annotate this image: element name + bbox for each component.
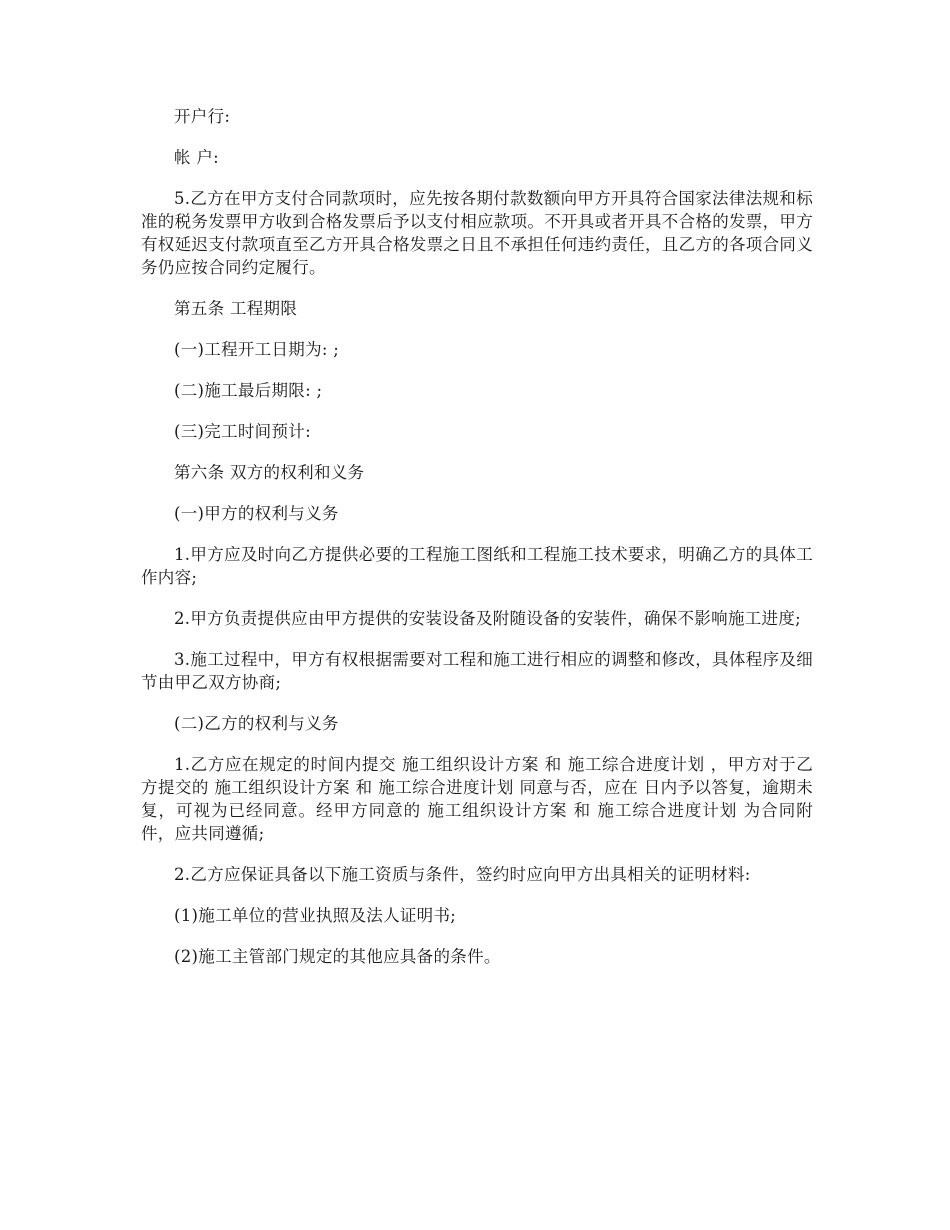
invoice-clause: 5.乙方在甲方支付合同款项时，应先按各期付款数额向甲方开具符合国家法律法规和标准的税务发票甲方收到合格发票后予以支付相应款项。不开具或者开具不合格的发票，甲方有权延迟支付款项直至乙方开具合格发票之日且不承担任何违约责任，且乙方的各项合同义务仍应按合同约定履行。 [141,189,813,277]
completion-line: (三)完工时间预计: [174,422,311,441]
party-a-item-3: 3.施工过程中，甲方有权根据需要对工程和施工进行相应的调整和修改，具体程序及细节由甲乙双方协商; [141,650,813,692]
party-a-item-1: 1.甲方应及时向乙方提供必要的工程施工图纸和工程施工技术要求，明确乙方的具体工作内容; [141,545,813,587]
qualification-2: (2)施工主管部门规定的其他应具备的条件。 [174,947,501,966]
party-a-heading: (一)甲方的权利与义务 [174,504,339,523]
account-line: 帐 户: [174,148,220,167]
party-b-heading: (二)乙方的权利与义务 [174,714,339,733]
party-a-item-2: 2.甲方负责提供应由甲方提供的安装设备及附随设备的安装件，确保不影响施工进度; [174,609,802,628]
bank-name-line: 开户行: [174,107,231,126]
article-5-heading: 第五条 工程期限 [174,299,298,318]
article-6-heading: 第六条 双方的权利和义务 [174,463,365,482]
document-page [141,105,813,986]
party-b-item-1: 1.乙方应在规定的时间内提交 施工组织设计方案 和 施工综合进度计划 ，甲方对于乙方提交的 施工组织设计方案 和 施工综合进度计划 同意与否，应在 日内予以答复，逾期未复，可视为已经同意。经甲方同意的 施工组织设计方案 和 施工综合进度计划 为合同附件，应共同遵循; [141,755,813,843]
qualification-1: (1)施工单位的营业执照及法人证明书; [174,906,457,925]
party-b-item-2: 2.乙方应保证具备以下施工资质与条件，签约时应向甲方出具相关的证明材料: [174,865,751,884]
deadline-line: (二)施工最后期限: ; [174,381,323,400]
start-date-line: (一)工程开工日期为: ; [174,340,340,359]
